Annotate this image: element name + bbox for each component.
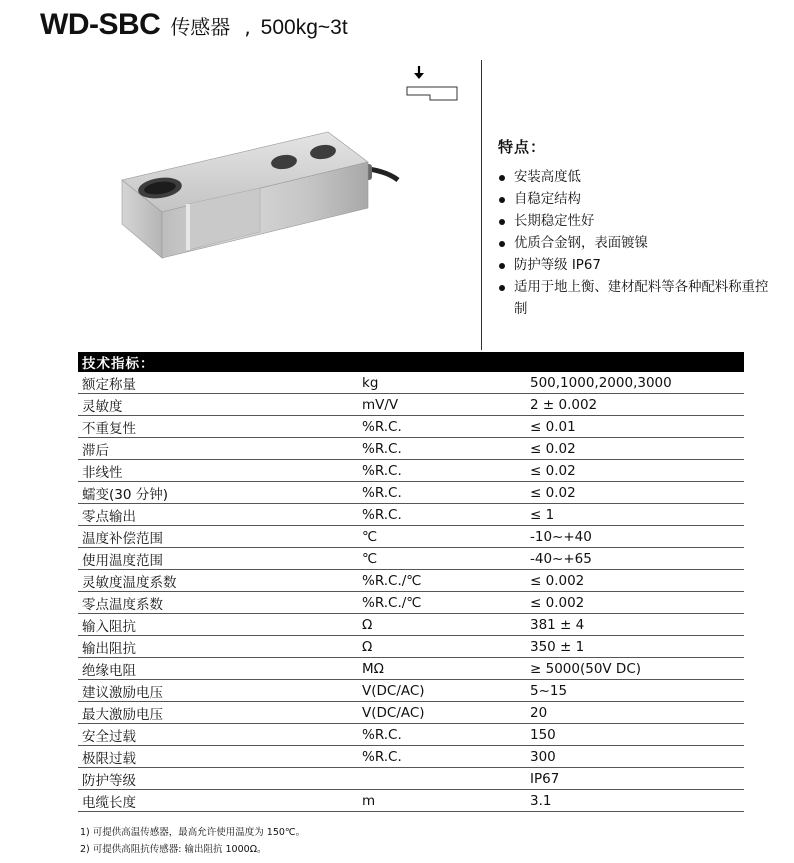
spec-value: ≤ 0.002 [526,570,744,592]
title-separator: , [244,15,251,39]
spec-name: 防护等级 [78,768,358,790]
features-panel [498,136,778,321]
spec-name: 额定称量 [78,372,358,394]
spec-name: 输出阻抗 [78,636,358,658]
spec-value: ≥ 5000(50V DC) [526,658,744,680]
table-row [78,592,744,614]
spec-value: 350 ± 1 [526,636,744,658]
table-row [78,768,744,790]
spec-table [78,352,744,812]
table-row [78,548,744,570]
spec-table-title: 技术指标： [78,352,744,372]
spec-unit: kg [358,372,526,394]
load-direction-diagram [405,64,461,106]
spec-unit: %R.C. [358,416,526,438]
table-row [78,614,744,636]
vertical-divider [481,60,482,350]
spec-value: 5~15 [526,680,744,702]
spec-name: 电缆长度 [78,790,358,812]
spec-value: 150 [526,724,744,746]
table-row [78,636,744,658]
spec-unit: V(DC/AC) [358,702,526,724]
table-row [78,460,744,482]
feature-list [498,167,778,321]
spec-header-row [78,352,744,372]
spec-name: 最大激励电压 [78,702,358,724]
spec-name: 非线性 [78,460,358,482]
spec-unit: %R.C./℃ [358,592,526,614]
feature-item: 适用于地上衡、建材配料等各种配料称重控制 [498,277,778,321]
spec-value: ≤ 0.002 [526,592,744,614]
feature-item: 安装高度低 [498,167,778,189]
spec-unit: %R.C./℃ [358,570,526,592]
capacity-range: 500kg~3t [260,16,348,39]
features-title: 特点： [498,138,547,156]
spec-unit: mV/V [358,394,526,416]
page-title [40,8,348,42]
spec-name: 建议激励电压 [78,680,358,702]
footnote: 2) 可提供高阻抗传感器: 输出阻抗 1000Ω。 [80,844,267,855]
spec-name: 不重复性 [78,416,358,438]
spec-unit: %R.C. [358,438,526,460]
spec-unit: Ω [358,614,526,636]
spec-name: 输入阻抗 [78,614,358,636]
footnote: 1) 可提供高温传感器，最高允许使用温度为 150℃。 [80,827,306,838]
spec-unit [358,768,526,790]
spec-value: ≤ 0.02 [526,438,744,460]
table-row [78,746,744,768]
spec-value: 3.1 [526,790,744,812]
spec-value: -10~+40 [526,526,744,548]
spec-value: 381 ± 4 [526,614,744,636]
spec-name: 零点温度系数 [78,592,358,614]
spec-name: 蠕变(30 分钟) [78,482,358,504]
spec-unit: %R.C. [358,482,526,504]
feature-item: 优质合金钢，表面镀镍 [498,233,778,255]
feature-item: 防护等级 IP67 [498,255,778,277]
spec-value: ≤ 0.02 [526,460,744,482]
spec-unit: V(DC/AC) [358,680,526,702]
table-row [78,504,744,526]
table-row [78,658,744,680]
table-row [78,394,744,416]
spec-value: 500,1000,2000,3000 [526,372,744,394]
feature-item: 长期稳定性好 [498,211,778,233]
spec-name: 使用温度范围 [78,548,358,570]
model-name: WD-SBC [40,8,161,41]
spec-value: -40~+65 [526,548,744,570]
spec-name: 极限过载 [78,746,358,768]
footnotes [80,824,305,858]
spec-name: 滞后 [78,438,358,460]
spec-unit: ℃ [358,526,526,548]
table-row [78,482,744,504]
table-row [78,702,744,724]
spec-value: ≤ 0.01 [526,416,744,438]
spec-value: 20 [526,702,744,724]
spec-value: IP67 [526,768,744,790]
spec-unit: %R.C. [358,460,526,482]
load-cell-photo [110,120,410,270]
spec-value: ≤ 1 [526,504,744,526]
spec-name: 灵敏度温度系数 [78,570,358,592]
spec-unit: %R.C. [358,724,526,746]
table-row [78,680,744,702]
spec-unit: m [358,790,526,812]
spec-name: 零点输出 [78,504,358,526]
spec-value: ≤ 0.02 [526,482,744,504]
spec-unit: MΩ [358,658,526,680]
spec-unit: ℃ [358,548,526,570]
table-row [78,570,744,592]
table-row [78,372,744,394]
feature-item: 自稳定结构 [498,189,778,211]
spec-value: 2 ± 0.002 [526,394,744,416]
table-row [78,526,744,548]
spec-name: 安全过载 [78,724,358,746]
beam-outline [407,87,457,100]
spec-name: 绝缘电阻 [78,658,358,680]
spec-unit: Ω [358,636,526,658]
table-row [78,790,744,812]
product-type: 传感器 [170,15,231,39]
table-row [78,724,744,746]
spec-value: 300 [526,746,744,768]
spec-unit: %R.C. [358,746,526,768]
spec-name: 灵敏度 [78,394,358,416]
table-row [78,416,744,438]
table-row [78,438,744,460]
spec-unit: %R.C. [358,504,526,526]
spec-name: 温度补偿范围 [78,526,358,548]
